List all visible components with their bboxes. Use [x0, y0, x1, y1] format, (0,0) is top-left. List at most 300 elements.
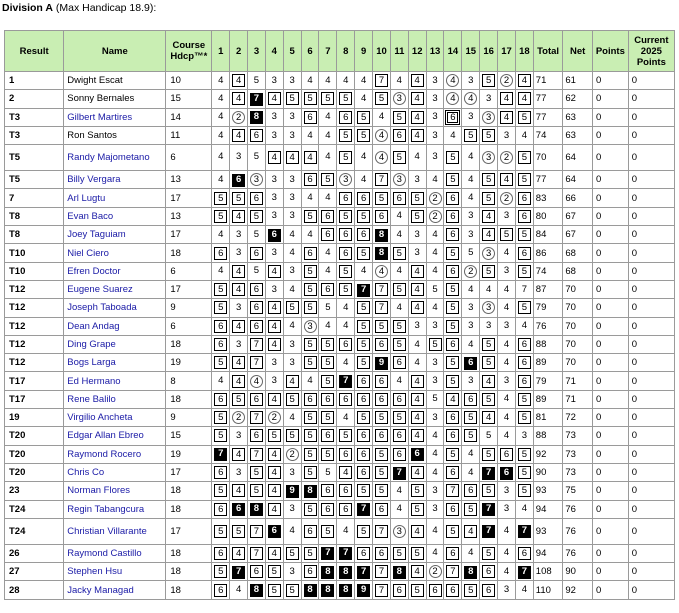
season-points-cell: 0: [628, 500, 674, 518]
hole-score: 6: [214, 466, 227, 479]
net-cell: 63: [563, 108, 593, 126]
player-name-link[interactable]: Evan Baco: [64, 207, 166, 225]
hole-score: 4: [232, 356, 245, 369]
hole-score-cell: [390, 171, 408, 189]
hole-score: 4: [482, 375, 495, 388]
hole-score-cell: [265, 544, 283, 562]
hole-score-cell: [283, 544, 301, 562]
hole-score: 5: [482, 448, 495, 461]
hole-score-cell: [212, 226, 230, 244]
hole-score: 5: [339, 151, 352, 164]
hole-score: 4: [521, 129, 527, 141]
hole-score-cell: [301, 581, 319, 599]
hole-score: 4: [289, 320, 295, 332]
hole-score: 4: [218, 92, 224, 104]
hole-score: 6: [393, 129, 406, 142]
total-cell: 89: [533, 354, 563, 372]
hole-score-cell: [426, 354, 444, 372]
hole-score-cell: [230, 72, 248, 90]
net-cell: 62: [563, 90, 593, 108]
points-cell: 0: [593, 482, 629, 500]
hcp-cell: 15: [166, 427, 212, 445]
hole-score-cell: [283, 427, 301, 445]
hole-score: 5: [411, 547, 424, 560]
hole-score: 6: [214, 503, 227, 516]
table-row: [5, 581, 675, 599]
hole-score-cell: [462, 445, 480, 463]
hole-score: 3: [503, 265, 510, 277]
hole-score-cell: [462, 189, 480, 207]
hole-score-cell: [319, 445, 337, 463]
hole-score: 4: [468, 338, 474, 350]
hole-score-cell: [355, 581, 373, 599]
hole-score: 5: [446, 301, 459, 314]
net-cell: 70: [563, 354, 593, 372]
hole-score-cell: [319, 126, 337, 144]
hole-score-cell: [480, 108, 498, 126]
hole-score: 5: [393, 247, 406, 260]
hole-score-cell: [212, 427, 230, 445]
hole-score-cell: [212, 563, 230, 581]
hole-score-cell: [283, 126, 301, 144]
hole-score: 4: [232, 129, 245, 142]
player-name-link[interactable]: Jacky Managad: [64, 581, 166, 599]
hole-score: 6: [232, 174, 245, 187]
hole-score: 4: [503, 565, 510, 577]
hole-score-cell: [319, 500, 337, 518]
hole-score-cell: [498, 463, 516, 481]
hole-score: 5: [357, 484, 370, 497]
hole-score-cell: [265, 335, 283, 353]
hole-score-cell: [373, 207, 391, 225]
hole-score-cell: [319, 189, 337, 207]
hole-score-cell: [480, 226, 498, 244]
hole-score: 5: [375, 192, 388, 205]
hole-score-cell: [462, 90, 480, 108]
hole-score-cell: [248, 108, 266, 126]
hole-score: 3: [289, 111, 295, 123]
table-row: [5, 518, 675, 544]
hole-score-cell: [248, 544, 266, 562]
col-hole-16: 16: [480, 31, 498, 72]
hole-score: 2: [268, 411, 281, 424]
result-cell: T24: [5, 500, 64, 518]
points-cell: 0: [593, 72, 629, 90]
hole-score: 5: [286, 92, 299, 105]
hole-score: 4: [343, 74, 349, 86]
result-cell: T17: [5, 372, 64, 390]
hole-score-cell: [462, 262, 480, 280]
col-total: Total: [533, 31, 563, 72]
hole-score-cell: [426, 581, 444, 599]
hole-score: 6: [375, 393, 388, 406]
hole-score: 4: [446, 393, 459, 406]
hole-score: 3: [432, 74, 438, 86]
hole-score: 6: [321, 228, 334, 241]
hole-score: 3: [271, 111, 277, 123]
leaderboard-body: [5, 72, 675, 600]
points-cell: 0: [593, 126, 629, 144]
table-row: [5, 226, 675, 244]
col-hole-14: 14: [444, 31, 462, 72]
hole-score: 8: [250, 503, 263, 516]
hole-score: 3: [468, 375, 474, 387]
hole-score-cell: [248, 72, 266, 90]
hole-score-cell: [212, 518, 230, 544]
hole-score: 6: [250, 393, 263, 406]
hole-score-cell: [426, 482, 444, 500]
hole-score: 5: [321, 173, 334, 186]
table-row: [5, 90, 675, 108]
hole-score-cell: [480, 299, 498, 317]
hole-score: 5: [375, 320, 388, 333]
hole-score-cell: [515, 563, 533, 581]
player-name: Dwight Escat: [64, 72, 166, 90]
hole-score: 5: [518, 265, 531, 278]
hole-score-cell: [212, 335, 230, 353]
result-cell: 19: [5, 409, 64, 427]
player-name-link[interactable]: Chris Co: [64, 463, 166, 481]
hole-score: 6: [518, 247, 531, 260]
hole-score: 5: [393, 338, 406, 351]
hole-score: 6: [446, 503, 459, 516]
hole-score: 5: [393, 320, 406, 333]
hole-score: 4: [503, 356, 510, 368]
hole-score: 5: [482, 356, 495, 369]
player-name-link[interactable]: Raymond Rocero: [64, 445, 166, 463]
hole-score-cell: [480, 409, 498, 427]
hole-score-cell: [319, 72, 337, 90]
hole-score: 9: [357, 584, 370, 597]
hole-score-cell: [480, 445, 498, 463]
hole-score: 5: [357, 320, 370, 333]
player-name-link[interactable]: Dean Andag: [64, 317, 166, 335]
hole-score: 8: [339, 566, 352, 579]
hole-score: 5: [518, 484, 531, 497]
hole-score-cell: [462, 317, 480, 335]
hole-score-cell: [408, 500, 426, 518]
hole-score-cell: [283, 189, 301, 207]
hole-score-cell: [337, 207, 355, 225]
hole-score: 3: [289, 338, 295, 350]
hole-score-cell: [212, 72, 230, 90]
hole-score-cell: [355, 244, 373, 262]
hole-score-cell: [462, 244, 480, 262]
result-cell: 26: [5, 544, 64, 562]
player-name-link[interactable]: Ding Grape: [64, 335, 166, 353]
hole-score-cell: [301, 445, 319, 463]
hole-score: 6: [250, 301, 263, 314]
player-name-link[interactable]: Billy Vergara: [64, 171, 166, 189]
hole-score: 5: [232, 525, 245, 538]
hole-score-cell: [408, 445, 426, 463]
net-cell: 70: [563, 299, 593, 317]
hole-score-cell: [373, 518, 391, 544]
hole-score-cell: [498, 189, 516, 207]
player-name-link[interactable]: Joey Taguiam: [64, 226, 166, 244]
hole-score-cell: [515, 244, 533, 262]
hole-score: 4: [432, 547, 438, 559]
hole-score: 4: [304, 151, 317, 164]
hole-score: 5: [232, 192, 245, 205]
hole-score-cell: [444, 445, 462, 463]
hole-score-cell: [265, 317, 283, 335]
hole-score-cell: [462, 372, 480, 390]
hole-score: 4: [411, 283, 424, 296]
hole-score-cell: [230, 226, 248, 244]
hole-score-cell: [408, 72, 426, 90]
hole-score-cell: [283, 226, 301, 244]
hole-score: 6: [357, 228, 370, 241]
player-name-link[interactable]: Ed Hermano: [64, 372, 166, 390]
total-cell: 74: [533, 262, 563, 280]
hole-score: 4: [375, 129, 388, 142]
player-name-link[interactable]: Rene Balilo: [64, 390, 166, 408]
player-name-link[interactable]: Virgilio Ancheta: [64, 409, 166, 427]
hole-score-cell: [355, 335, 373, 353]
hole-score-cell: [498, 171, 516, 189]
hole-score-cell: [462, 581, 480, 599]
season-points-cell: 0: [628, 126, 674, 144]
hole-score-cell: [444, 372, 462, 390]
hole-score: 6: [339, 111, 352, 124]
hole-score-cell: [426, 335, 444, 353]
hole-score: 5: [339, 265, 352, 278]
hole-score: 4: [468, 547, 474, 559]
hole-score-cell: [426, 108, 444, 126]
hole-score: 4: [446, 74, 459, 87]
hole-score-cell: [390, 108, 408, 126]
hole-score: 4: [468, 466, 474, 478]
hole-score-cell: [248, 207, 266, 225]
hole-score: 3: [503, 129, 510, 141]
player-name-link[interactable]: Christian Villarante: [64, 518, 166, 544]
player-name-link[interactable]: Gilbert Martires: [64, 108, 166, 126]
hole-score: 3: [482, 111, 495, 124]
hole-score-cell: [230, 244, 248, 262]
hole-score: 6: [214, 247, 227, 260]
hole-score-cell: [319, 372, 337, 390]
hole-score-cell: [248, 126, 266, 144]
hole-score-cell: [265, 244, 283, 262]
hole-score-cell: [373, 427, 391, 445]
hole-score: 3: [289, 129, 295, 141]
hole-score-cell: [426, 280, 444, 298]
hole-score-cell: [355, 317, 373, 335]
hole-score: 3: [289, 356, 295, 368]
hole-score-cell: [408, 354, 426, 372]
table-row: [5, 354, 675, 372]
hole-score: 5: [321, 92, 334, 105]
hole-score-cell: [301, 90, 319, 108]
hole-score: 6: [518, 192, 531, 205]
hole-score-cell: [230, 482, 248, 500]
hole-score: 4: [432, 247, 438, 259]
hole-score: 7: [375, 283, 388, 296]
hole-score: 3: [482, 151, 495, 164]
division-subtitle: (Max Handicap 18.9):: [52, 2, 157, 14]
hole-score: 4: [396, 74, 402, 86]
hole-score: 5: [432, 283, 438, 295]
hole-score: 7: [518, 525, 531, 538]
hole-score-cell: [373, 409, 391, 427]
hole-score-cell: [337, 372, 355, 390]
hole-score-cell: [355, 280, 373, 298]
player-name-link[interactable]: Edgar Allan Ebreo: [64, 427, 166, 445]
hole-score-cell: [212, 189, 230, 207]
hole-score-cell: [480, 244, 498, 262]
hole-score: 3: [432, 129, 438, 141]
hole-score: 3: [289, 265, 295, 277]
hole-score: 5: [500, 228, 513, 241]
hole-score-cell: [480, 189, 498, 207]
hole-score: 6: [304, 173, 317, 186]
hole-score-cell: [498, 262, 516, 280]
hole-score: 8: [464, 566, 477, 579]
player-name-link[interactable]: Raymond Castillo: [64, 544, 166, 562]
player-name-link[interactable]: Randy Majometano: [64, 145, 166, 171]
hole-score-cell: [248, 244, 266, 262]
result-cell: 2: [5, 90, 64, 108]
hole-score: 7: [482, 503, 495, 516]
hole-score: 7: [357, 566, 370, 579]
hole-score: 8: [375, 247, 388, 260]
hole-score: 5: [375, 484, 388, 497]
total-cell: 92: [533, 445, 563, 463]
points-cell: 0: [593, 544, 629, 562]
hole-score-cell: [212, 317, 230, 335]
col-hole-13: 13: [426, 31, 444, 72]
hole-score-cell: [498, 335, 516, 353]
hole-score: 6: [339, 228, 352, 241]
hole-score-cell: [230, 581, 248, 599]
hole-score: 4: [343, 411, 349, 423]
total-cell: 83: [533, 189, 563, 207]
points-cell: 0: [593, 299, 629, 317]
hole-score-cell: [265, 108, 283, 126]
hole-score-cell: [390, 427, 408, 445]
hole-score-cell: [319, 226, 337, 244]
hole-score: 5: [357, 210, 370, 223]
hole-score: 6: [375, 210, 388, 223]
hole-score: 2: [232, 111, 245, 124]
hole-score: 3: [503, 320, 510, 332]
hole-score-cell: [283, 354, 301, 372]
hole-score: 3: [503, 584, 510, 596]
player-name-link[interactable]: Bogs Larga: [64, 354, 166, 372]
total-cell: 79: [533, 299, 563, 317]
hole-score: 5: [518, 173, 531, 186]
hcp-cell: 11: [166, 126, 212, 144]
hcp-cell: 17: [166, 463, 212, 481]
hole-score: 4: [485, 283, 492, 295]
hole-score-cell: [337, 244, 355, 262]
hole-score-cell: [265, 189, 283, 207]
hole-score: 3: [235, 429, 242, 441]
hole-score: 5: [325, 466, 331, 478]
player-name-link[interactable]: Stephen Hsu: [64, 563, 166, 581]
hole-score: 4: [268, 547, 281, 560]
hole-score-cell: [283, 145, 301, 171]
player-name-link[interactable]: Regin Tabangcura: [64, 500, 166, 518]
hole-score-cell: [462, 390, 480, 408]
table-row: [5, 108, 675, 126]
hole-score-cell: [408, 518, 426, 544]
hole-score-cell: [390, 317, 408, 335]
hole-score: 5: [321, 338, 334, 351]
hole-score: 4: [503, 411, 510, 423]
total-cell: 77: [533, 90, 563, 108]
hole-score-cell: [390, 280, 408, 298]
hole-score: 2: [429, 210, 442, 223]
hole-score-cell: [515, 299, 533, 317]
hole-score: 3: [271, 192, 277, 204]
hole-score: 4: [411, 429, 424, 442]
player-name-link[interactable]: Arl Lugtu: [64, 189, 166, 207]
hole-score: 6: [250, 192, 263, 205]
hole-score: 4: [232, 484, 245, 497]
player-name-link[interactable]: Norman Flores: [64, 482, 166, 500]
total-cell: 84: [533, 226, 563, 244]
hole-score: 7: [375, 74, 388, 87]
hole-score-cell: [319, 171, 337, 189]
table-row: [5, 126, 675, 144]
hole-score-cell: [426, 262, 444, 280]
hole-score-cell: [265, 581, 283, 599]
player-name-link[interactable]: Eugene Suarez: [64, 280, 166, 298]
table-row: [5, 280, 675, 298]
hole-score-cell: [337, 409, 355, 427]
hole-score-cell: [426, 317, 444, 335]
hole-score: 4: [289, 411, 295, 423]
hole-score: 4: [411, 466, 424, 479]
hole-score-cell: [444, 72, 462, 90]
hole-score: 5: [464, 429, 477, 442]
hole-score: 5: [214, 283, 227, 296]
net-cell: 64: [563, 171, 593, 189]
hole-score-cell: [301, 409, 319, 427]
hole-score: 7: [446, 484, 459, 497]
hole-score: 7: [482, 525, 495, 538]
hole-score: 3: [250, 173, 263, 186]
hole-score-cell: [426, 226, 444, 244]
hole-score-cell: [444, 90, 462, 108]
hole-score: 4: [500, 92, 513, 105]
hole-score-cell: [426, 244, 444, 262]
hole-score: 4: [468, 192, 474, 204]
hole-score-cell: [426, 427, 444, 445]
hole-score-cell: [212, 171, 230, 189]
hole-score-cell: [283, 244, 301, 262]
hole-score: 4: [414, 338, 420, 350]
hole-score: 6: [321, 503, 334, 516]
hole-score: 4: [411, 393, 424, 406]
hole-score: 5: [357, 338, 370, 351]
player-name-link[interactable]: Niel Ciero: [64, 244, 166, 262]
player-name-link[interactable]: Efren Doctor: [64, 262, 166, 280]
hole-score: 5: [286, 547, 299, 560]
player-name-link[interactable]: Joseph Taboada: [64, 299, 166, 317]
hole-score-cell: [301, 262, 319, 280]
hole-score-cell: [355, 518, 373, 544]
hole-score: 7: [375, 525, 388, 538]
hole-score-cell: [498, 90, 516, 108]
result-cell: T12: [5, 317, 64, 335]
hole-score: 7: [250, 338, 263, 351]
hole-score-cell: [462, 518, 480, 544]
hole-score: 3: [503, 503, 510, 515]
hole-score-cell: [408, 126, 426, 144]
